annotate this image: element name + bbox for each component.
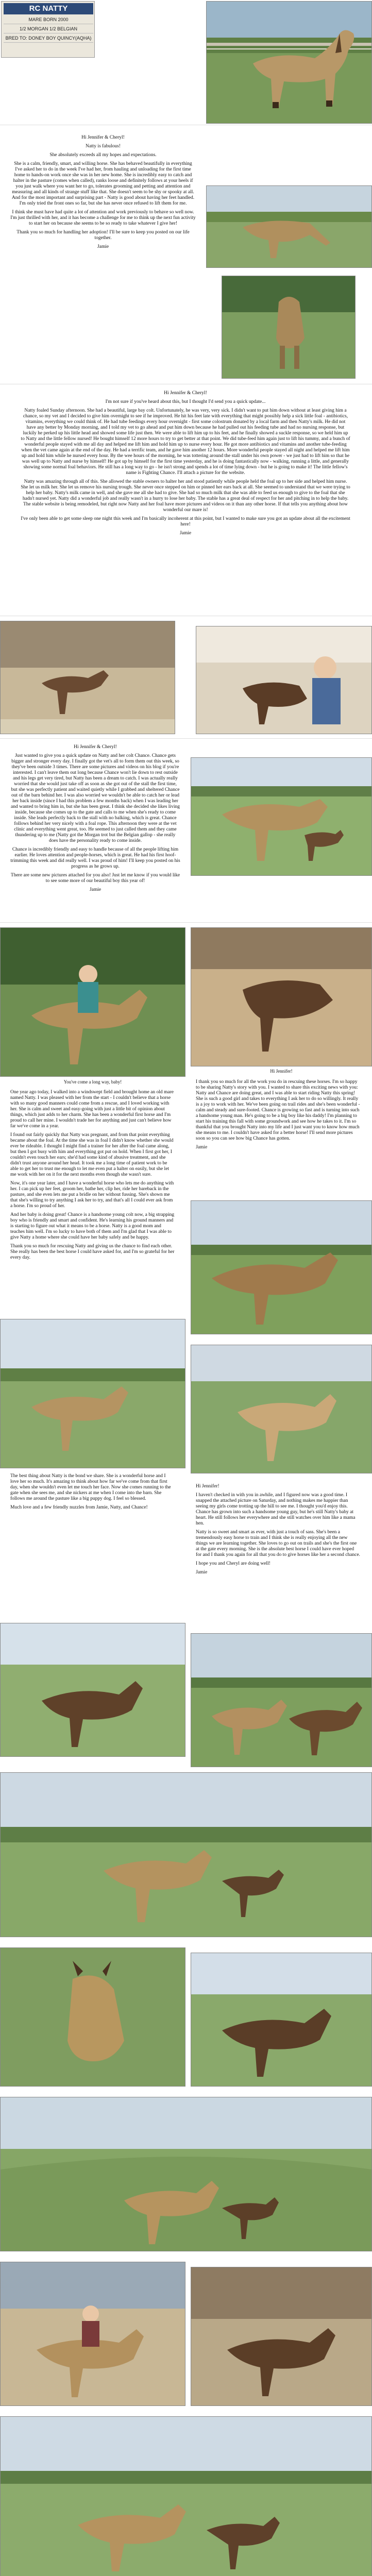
section1-p2: She absolutely exceeds all my hopes and expectations. bbox=[49, 152, 157, 158]
section3-signature: Jamie bbox=[89, 887, 102, 892]
foal-trotting-photo bbox=[0, 1623, 185, 1757]
section2-greeting: Hi Jennifer & Cheryl! bbox=[164, 391, 207, 396]
section5-letter bbox=[196, 1079, 361, 1154]
section5-signature: Jamie bbox=[196, 1145, 208, 1150]
section1-signature: Jamie bbox=[97, 244, 109, 249]
section4-p2: I found out fairly quickly that Natty was pregnant, and from that point everything became about the foal. At the time she was in foal I didn't know whether she would ever be rideable. I thought I might find a trainer for her after the foal came along, but then I got busy with him and everything got put on hold. When I first got her, I couldn't even touch her ears; she'd had some kind of abusive treatment, and she didn't trust anyone around her head. It took me a long time of patient work to be able to get her to trust me enough to let me even put a halter on easily, but she let me work with her on it for the next months even though she wasn't sure. bbox=[10, 1132, 174, 1177]
section3-p2: Chance is incredibly friendly and easy to handle because of all the people lifting him earlier. He loves attention and people-horses, which is great. He had his first hoof-trimming this week and did really well. I was proud of him! I'll keep you posted on his progress as he grows up. bbox=[10, 847, 180, 869]
section6-letter bbox=[196, 1484, 361, 1579]
section1-p1: Natty is fabulous! bbox=[85, 144, 121, 149]
section6-signature: Jamie bbox=[196, 1570, 208, 1575]
section4-p5: Thank you so much for rescuing Natty and giving us the chance to find each other. She really has been the best horse I could have asked for, and I'm so grateful for her every day. bbox=[10, 1244, 175, 1260]
section6-greeting: Hi Jennifer! bbox=[196, 1484, 219, 1489]
mare-and-foal-field-photo bbox=[191, 757, 372, 876]
section4-p6: The best thing about Natty is the bond we share. She is a wonderful horse and I love her so much. It's amazing to think about how far we've come from that first day, when she wouldn't even let me touch her face. Now she comes running to the gate when she sees me, and she nickers at me when I come into the barn. She follows me around the pasture like a big puppy dog. I feel so blessed. bbox=[10, 1473, 171, 1501]
foal-portrait-photo bbox=[191, 1345, 372, 1473]
section4-caption: You've come a long way, baby! bbox=[63, 1079, 122, 1084]
section1-letter bbox=[10, 135, 196, 253]
section6-p3: I hope you and Cheryl are doing well! bbox=[196, 1561, 270, 1566]
riding-lesson-photo bbox=[0, 2262, 185, 2406]
section4-p4: And her baby is doing great! Chance is a handsome young colt now, a big strapping boy who is friendly and smart and confident. He's learning his ground manners and is starting to figure out what it means to be a horse. Natty is a good mom and teaches him well. I'm so lucky to have both of them and I'm glad that I was able to give Natty a home where she could have her baby safely and be happy. bbox=[10, 1212, 175, 1240]
section1-p4: I think she must have had quite a lot of attention and work previously to behave so well now. I'm just thrilled with her, and it has become a challenge for me to think up the next fun activity to start her on because she seems to be so ready to take whatever I give her! bbox=[10, 210, 196, 226]
section2-p1: I'm not sure if you've heard about this, but I thought I'd send you a quick update... bbox=[105, 399, 266, 404]
section4-letter-cont bbox=[10, 1473, 175, 1514]
two-horses-field-photo bbox=[191, 1633, 372, 1767]
person-with-foal-photo bbox=[196, 626, 372, 734]
header-info-box bbox=[1, 1, 95, 58]
section1-p5: Thank you so much for handling her adoption! I'll be sure to keep you posted on our life together. bbox=[16, 230, 190, 241]
natty-head-closeup-photo bbox=[0, 1947, 185, 2087]
bred-to-line: BRED TO: DONEY BOY QUINCY(AQHA) bbox=[4, 34, 93, 43]
section3-letter bbox=[10, 744, 180, 896]
section4-p3: Now, it's one year later, and I have a wonderful horse who lets me do anything with her. I can pick up her feet, groom her, bathe her, clip her, ride her bareback in the pasture, and she even lets me put a bridle on her without fussing. She's shown me that she's willing to try anything I ask her to try, and that's all I could ever ask from a horse. I'm so proud of her. bbox=[10, 1181, 174, 1209]
rider-on-natty-photo bbox=[0, 927, 185, 1077]
breeding-line: 1/2 MORGAN 1/2 BELGIAN bbox=[4, 25, 93, 33]
mare-running-photo bbox=[191, 1200, 372, 1334]
herd-meadow-photo bbox=[0, 2416, 372, 2576]
section4-p1: One year ago today, I walked into a windswept field and brought home an old mare named Natty. I was pleased with her from the start - I couldn't believe that a horse with so many good manners could come from a rescue, and I loved working with her. She is calm and sweet and easy-going with just a little bit of opinion about things, which just adds to her charm. She has been a wonderful first horse and I'm proud to call her mine. I wouldn't trade her for anything and just can't believe how far we've come in a year. bbox=[10, 1090, 174, 1129]
foal-closeup-photo bbox=[191, 927, 372, 1066]
section4-p7: Much love and a few friendly nuzzles from Jamie, Natty, and Chance! bbox=[10, 1505, 148, 1510]
section2-p4: I've only been able to get some sleep one night this week and I'm basically incoherent at this point, but I wanted to make sure you got an update about all the excitement here! bbox=[21, 516, 350, 527]
section3-p3: There are some new pictures attached for you also! Just let me know if you would like to see some more of our beautiful boy this year of! bbox=[10, 873, 180, 884]
section1-p3: She is a calm, friendly, smart, and willing horse. She has behaved beautifully in everything I've asked her to do in the week I've had her, from hauling and unloading for the first time home to hands-on work once she was in her new home. She is incredibly easy to catch and halter in the pasture (comes when called), ranks loose and definitely follows at your heels if you just walk where you want her to go, tolerates grooming and petting and attention and measuring and all kinds of strange stuff like that. She doesn't seem to be shy or spooky at all. And for the most important and surprising part - Natty is good about having her feet handled. I'm only tried the front ones so far, but she has never once refused to lift them for me. bbox=[11, 161, 195, 206]
horses-in-paddock-photo bbox=[0, 1319, 185, 1468]
section2-p3: Natty was amazing through all of this. She allowed the stable owners to halter her and stood patiently while people held the foal up to her side and helped him nurse. She let us milk her. She let us remove his nursing trough. She never once stepped on him or pinned her ears back at all. She seemed to understand that we were trying to help her baby. Natty's milk came in well, and she gave me all she had to give. She had so much milk that she was able to feed us enough to give to the foal that she hadn't nursed yet. Natty did a wonderful job and really wasn't in a hurry to lose her baby. The stable has a great deal of respect for her and pitching in to help the baby. The stable website is being remodeled, but right now Natty and her foal have more pictures and videos on it than any other horse. If that tells you anything about how wonderful our mare is! bbox=[21, 479, 350, 513]
natty-pasture-photo bbox=[206, 1, 372, 124]
pasture-landscape-photo bbox=[0, 1772, 372, 1937]
section5-letter-text: I thank you so much for all the work you do in rescuing these horses. I'm so happy to be sharing Natty's story with you. I wanted to share this exciting news with you: Natty and Chance are doing great, and I was able to start riding Natty this spring! She is such a good girl and takes to everything I ask her to do so willingly. It really is a joy to work with her. We've been going on trail rides and she's been wonderful - calm and steady and sure-footed. Chance is growing so fast and is turning into such a handsome young man. He's going to be a big boy like his daddy! I'm planning to start his training this fall with some groundwork and see how he takes to it. I'm so thankful that you brought Natty into my life and I just want you to know how much she means to me. I couldn't have asked for a better horse! I'll send more pictures soon so you can see how big Chance has gotten. bbox=[196, 1079, 360, 1141]
section3-greeting: Hi Jennifer & Cheryl! bbox=[74, 744, 117, 750]
horse-name-title: RC NATTY bbox=[4, 3, 93, 14]
foal-in-stall-photo bbox=[0, 621, 175, 734]
section2-signature: Jamie bbox=[179, 531, 192, 536]
born-line: MARE BORN 2000 bbox=[4, 15, 93, 24]
mare-foal-hill-photo bbox=[0, 2097, 372, 2251]
section2-letter bbox=[21, 391, 350, 539]
section2-p2: Natty foaled Sunday afternoon. She had a beautiful, large bay colt. Unfortunately, he was very, very sick. I didn't want to put him down without at least giving him a chance, so my vet and I decided to give him overnight to see if he improved. He hit his feet late with everything that might possibly help a sick little foal - antibiotics, vitamins, everything we could think of. He had tube feedings every hour overnight - first some colostrum donated by a local farm and then Natty's milk. He did not have any better by Monday morning, and I told my vet to go ahead and put him down because he had pulled out his feeding tube and had no nursing response, but luckily he perked up his little head and showed some life just then. We were able to lift him up to his feet, and he finally showed a suckle response, so we held him up to Natty and the little fellow nursed! He bought himself 12 more hours to try to get better at that point. We did tube-feed him again just to lift his tummy, and a bunch of wonderful people stayed with me all day and helped me lift him and hold him up to nurse every hour. He got more antibiotics and vitamins and another tube-feeding when the vet came again at the end of the day. He had a terrific team, and he gave him another 12 hours. More wonderful people stayed all night and helped me lift him up and hold him while he nursed every hour. By the wee hours of the morning, he was tottering around the stall under his own power - we just had to lift him so that he was well up to Natty and nurse by himself! He got up by himself for the first time yesterday, and he is doing fantastically now - walking, running a little, and generally showing some normal foal behaviors. He still has a long way to go - he isn't strong and spends a lot of time lying down - but he is going to make it! The little fellow's name is Fighting Chance. I'll attach a picture for the website. bbox=[21, 408, 350, 476]
section4-letter bbox=[10, 1090, 175, 1264]
section6-p2: Natty is so sweet and smart as ever, with just a touch of sass. She's been a tremendously easy horse to train and I think she is really enjoying all the new things we are learning together. She loves to go out on trails and she's the first one at the gate every morning. She is the absolute best horse I could have ever hoped for and I thank you again for all that you do to give horses like her a second chance. bbox=[196, 1530, 360, 1557]
chance-grown-photo bbox=[191, 1953, 372, 2087]
section1-greeting: Hi Jennifer & Cheryl! bbox=[81, 135, 125, 140]
natty-standing-photo bbox=[222, 276, 356, 379]
natty-grazing-photo bbox=[206, 185, 372, 268]
chance-barn-photo bbox=[191, 2267, 372, 2406]
section6-p1: I haven't checked in with you in awhile, and I figured now was a good time. I snapped the attached picture on Saturday, and nothing makes me happier than seeing my girls come trotting up the hill to see me. I thought you'd enjoy this. Chance has grown into such a handsome young guy, but he's still Natty's baby at heart. He still follows her everywhere and she still watches over him like a mama hen. bbox=[196, 1493, 356, 1526]
section5-photo-caption: Hi Jennifer! bbox=[270, 1069, 293, 1074]
section3-p1: Just wanted to give you a quick update on Natty and her colt Chance. Chance gets bigger and stronger every day. I finally got the vet's all to form them out this week, so they've been outside 3 times. There are some pictures and videos on his blog if you're interested. I can't leave them out long because Chance won't lie down to rest outside and his legs get very tired, but Natty has been a dream to catch. I was actually really worried that she would just take off as soon as she got out of the stall the first time, but she was perfectly patient and waited quietly while I grabbed and sheltered Chance out of the barn behind her. I was also worried we wouldn't be able to catch her or lead her back inside (since I had this problem a few months back) when I was leading her and wanted to bring him in, but she has been great. I think she decided she likes living inside, because she comes up to the gate and calls to me when she's ready to come inside. She leads perfectly back to the stall with no balking, which is great. Chance follows behind her very nicely with a foal rope. This afternoon they were at the vet clinic and everything went great, too. He seemed to just called them and they came thundering up to me (Natty got the Morgan trot but the Belgian gallop - she really does have the personality ready to come inside. bbox=[11, 753, 180, 843]
